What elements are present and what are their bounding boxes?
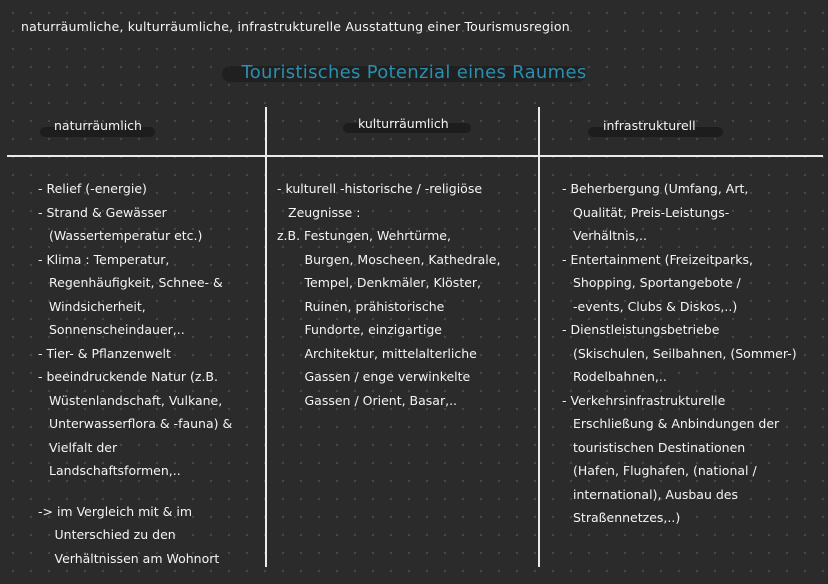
text-line: - Strand & Gewässer <box>38 204 167 220</box>
column-natur <box>38 177 232 570</box>
column-heading-kultur: kulturräumlich <box>358 116 449 131</box>
text-line: Windsicherheit, <box>49 298 146 314</box>
text-line: (Hafen, Flughafen, (national / <box>573 463 757 478</box>
text-line: -events, Clubs & Diskos,..) <box>573 298 738 314</box>
text-line: Erschließung & Anbindungen der <box>573 416 780 431</box>
text-line: Sonnenscheindauer,.. <box>49 322 185 337</box>
text-line: z.B. Festungen, Wehrtürme, <box>277 228 451 243</box>
text-line: Gassen / Orient, Basar,.. <box>304 392 458 408</box>
text-line: - beeindruckende Natur (z.B. <box>38 369 218 384</box>
column-infra <box>562 177 797 530</box>
text-line: -> im Vergleich mit & im <box>38 503 193 519</box>
text-line: Burgen, Moscheen, Kathedrale, <box>304 251 501 267</box>
text-line: Landschaftsformen,.. <box>49 463 181 478</box>
text-line: - Dienstleistungsbetriebe <box>562 322 720 337</box>
text-line: Qualität, Preis-Leistungs- <box>573 204 730 220</box>
column-heading-infra: infrastrukturell <box>603 118 696 133</box>
text-line: Ruinen, prähistorische <box>304 298 445 314</box>
text-line: - Verkehrsinfrastrukturelle <box>562 392 726 408</box>
text-line: Architektur, mittelalterliche <box>304 345 477 361</box>
text-line: Fundorte, einzigartige <box>304 322 442 337</box>
text-line: touristischen Destinationen <box>573 439 746 455</box>
text-line: Gassen / enge verwinkelte <box>304 369 471 384</box>
text-line: - kulturell -historische / -religiöse <box>277 181 483 196</box>
text-line: Tempel, Denkmäler, Klöster, <box>304 275 482 290</box>
text-line: - Tier- & Pflanzenwelt <box>38 345 171 361</box>
text-line: Unterschied zu den <box>54 527 176 542</box>
table-header-divider <box>7 155 823 157</box>
spacer <box>38 483 232 500</box>
text-line: Unterwasserflora & -fauna) & <box>49 416 233 431</box>
text-line: Wüstenlandschaft, Vulkane, <box>49 392 223 408</box>
text-line: Vielfalt der <box>49 439 118 455</box>
column-divider-1 <box>265 107 267 567</box>
text-line: - Entertainment (Freizeitparks, <box>562 251 753 267</box>
text-line: Regenhäufigkeit, Schnee- & <box>49 275 223 290</box>
column-kultur <box>277 177 500 412</box>
column-divider-2 <box>538 107 540 567</box>
text-line: - Relief (-energie) <box>38 181 147 196</box>
text-line: Zeugnisse : <box>288 204 361 220</box>
text-line: - Klima : Temperatur, <box>38 251 170 267</box>
document-subtitle: naturräumliche, kulturräumliche, infrastrukturelle Ausstattung einer Tourismusregion <box>21 19 570 34</box>
column-heading-natur: naturräumlich <box>54 118 142 133</box>
text-line: Rodelbahnen,.. <box>573 369 667 384</box>
text-line: Verhältnissen am Wohnort <box>54 550 220 566</box>
text-line: (Wassertemperatur etc.) <box>49 228 203 243</box>
text-line: Straßennetzes,..) <box>573 510 681 525</box>
page-title: Touristisches Potenzial eines Raumes <box>241 62 587 83</box>
text-line: Verhältnis,.. <box>573 228 647 243</box>
text-line: (Skischulen, Seilbahnen, (Sommer-) <box>573 345 797 361</box>
text-line: - Beherbergung (Umfang, Art, <box>562 181 749 196</box>
text-line: international), Ausbau des <box>573 486 739 502</box>
text-line: Shopping, Sportangebote / <box>573 275 741 290</box>
